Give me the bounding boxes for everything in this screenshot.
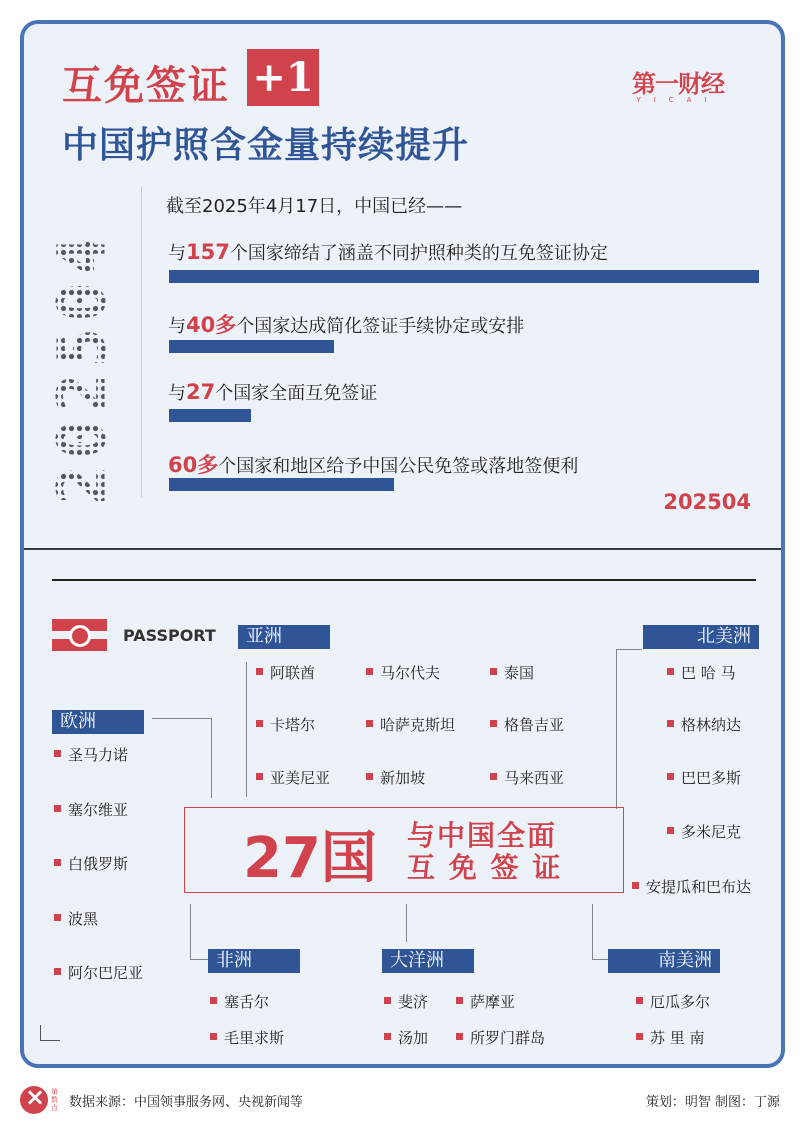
stat-number: 27	[186, 380, 216, 404]
corner-bracket	[40, 1025, 60, 1041]
plus-one-badge: +1	[247, 49, 319, 106]
country-item: 波黑	[54, 908, 98, 929]
stat-text: 个国家全面互免签证	[215, 383, 378, 404]
stat-text: 个国家缔结了涵盖不同护照种类的互免签证协定	[229, 243, 608, 264]
stat-prefix: 与	[168, 243, 186, 264]
region-north-america: 北美洲	[643, 625, 759, 649]
center-sub-line2: 互 免 签 证	[407, 851, 563, 884]
country-item: 巴 哈 马	[667, 662, 736, 683]
shuzidian-logo-icon	[20, 1086, 48, 1114]
region-asia: 亚洲	[238, 625, 330, 649]
horizontal-rule	[52, 579, 756, 581]
connector-line	[406, 904, 407, 942]
country-item: 阿联酋	[256, 662, 315, 683]
country-item: 马来西亚	[490, 767, 564, 788]
passport-icon	[52, 619, 107, 651]
logo-cn: 第一财经	[632, 70, 724, 98]
country-item: 白俄罗斯	[54, 853, 128, 874]
country-item: 苏 里 南	[636, 1027, 705, 1048]
connector-line	[592, 904, 593, 959]
connector-line	[190, 959, 208, 960]
country-item: 卡塔尔	[256, 714, 315, 735]
stat-40	[168, 309, 524, 339]
stat-bar-40	[169, 340, 334, 353]
center-subtitle	[407, 820, 562, 884]
logo-sub: 第数点	[51, 1088, 58, 1112]
intro-text: 截至2025年4月17日，中国已经——	[166, 196, 463, 217]
stat-60	[168, 449, 578, 479]
country-item: 泰国	[490, 662, 534, 683]
passport-header	[52, 619, 216, 651]
country-item: 塞尔维亚	[54, 799, 128, 820]
region-south-america: 南美洲	[608, 949, 720, 973]
connector-line	[592, 959, 608, 960]
center-count: 27国	[243, 826, 377, 891]
data-source: 数据来源：中国领事服务网、央视新闻等	[69, 1094, 304, 1110]
stat-bar-27	[169, 409, 251, 422]
section-divider	[24, 548, 781, 550]
region-europe: 欧洲	[52, 710, 144, 734]
stat-prefix: 与	[168, 383, 186, 404]
main-title: 互免签证	[62, 62, 230, 109]
country-item: 毛里求斯	[210, 1027, 284, 1048]
subtitle: 中国护照含金量持续提升	[62, 124, 470, 166]
connector-line	[246, 662, 247, 797]
region-oceania: 大洋洲	[382, 949, 474, 973]
country-item: 安提瓜和巴布达	[632, 876, 751, 897]
country-item: 新加坡	[366, 767, 425, 788]
country-item: 萨摩亚	[456, 991, 515, 1012]
yicai-logo	[632, 64, 724, 104]
country-item: 斐济	[384, 991, 428, 1012]
country-item: 塞舌尔	[210, 991, 269, 1012]
center-highlight-box	[184, 807, 624, 893]
country-item: 圣马力诺	[54, 744, 128, 765]
connector-line	[616, 649, 617, 809]
country-item: 格鲁吉亚	[490, 714, 564, 735]
country-item: 厄瓜多尔	[636, 991, 710, 1012]
country-item: 格林纳达	[667, 714, 741, 735]
stat-27	[168, 379, 377, 405]
summary-section	[24, 24, 781, 548]
country-item: 巴巴多斯	[667, 767, 741, 788]
connector-line	[616, 649, 642, 650]
logo-en: YICAI	[636, 96, 720, 104]
date-label: 202504	[663, 490, 751, 514]
country-item: 所罗门群岛	[456, 1027, 545, 1048]
country-item: 多米尼克	[667, 821, 741, 842]
country-item: 汤加	[384, 1027, 428, 1048]
country-item: 阿尔巴尼亚	[54, 962, 143, 983]
credits: 策划：明智 制图：丁源	[645, 1094, 780, 1110]
passport-label: PASSPORT	[123, 625, 216, 645]
vertical-divider	[141, 187, 142, 497]
stat-number: 40多	[186, 313, 237, 337]
dotted-digits: 202504	[43, 230, 121, 505]
vertical-dotted-number	[44, 218, 121, 518]
country-item: 亚美尼亚	[256, 767, 330, 788]
country-item: 哈萨克斯坦	[366, 714, 455, 735]
stat-bar-60	[169, 478, 394, 491]
stat-text: 个国家和地区给予中国公民免签或落地签便利	[218, 456, 579, 477]
region-africa: 非洲	[208, 949, 300, 973]
connector-line	[211, 718, 212, 798]
center-sub-line1: 与中国全面	[407, 819, 558, 852]
stat-number: 157	[186, 240, 230, 264]
stat-text: 个国家达成简化签证手续协定或安排	[236, 316, 525, 337]
stat-number: 60多	[168, 453, 219, 477]
stat-157	[168, 239, 608, 265]
country-item: 马尔代夫	[366, 662, 440, 683]
stat-prefix: 与	[168, 316, 186, 337]
footer	[20, 1085, 780, 1115]
connector-line	[190, 904, 191, 959]
infographic-card	[20, 20, 785, 1068]
stat-bar-157	[169, 270, 759, 283]
connector-line	[152, 718, 212, 719]
